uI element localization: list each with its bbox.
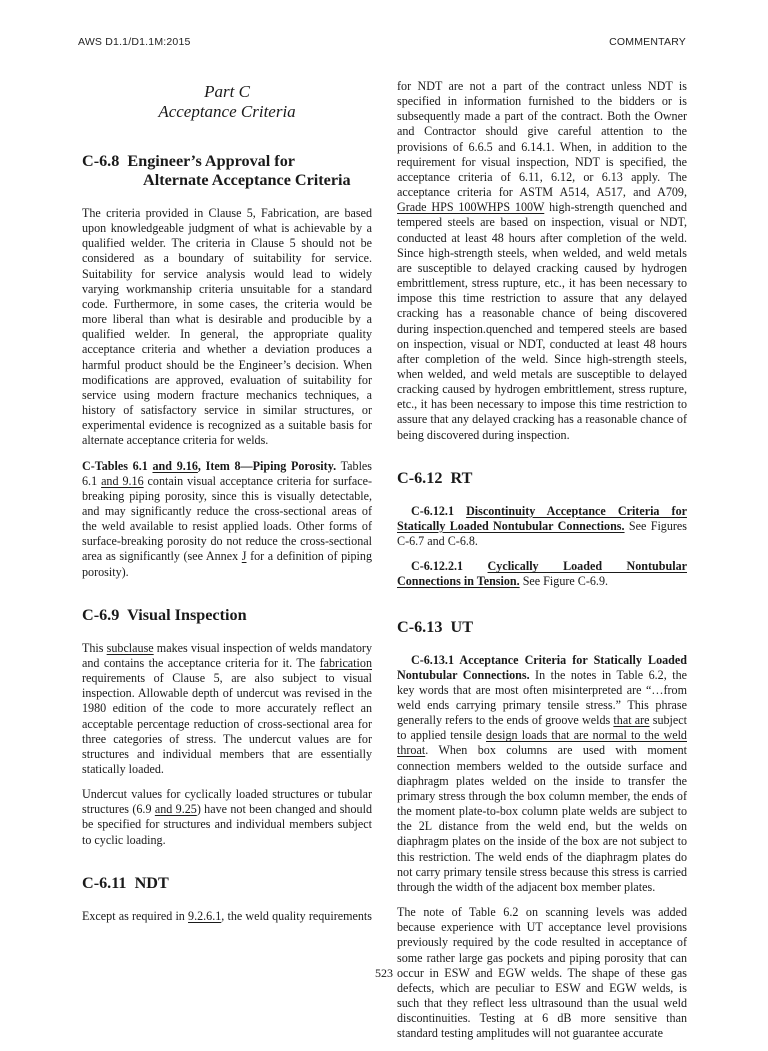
- paragraph: The criteria provided in Clause 5, Fabrication, are based upon knowledgeable judgment of what is achievable by a qualified welder. The criteria in Clause 5 should not be considered as a boundary of suitability for service. Suitability for service analysis would lead to widely varying workmanship criteria unsuitable for a standard code. Furthermore, in some cases, the criteria would be more liberal than what is desirable and producible by a qualified welder. In general, the appropriate quality acceptance criteria and whether a deviation produces a harmful product should be the Engineer’s decision. When modifications are approved, evaluation of suitability for service using modern fracture mechanics techniques, a history of satisfactory service in similar structures, or experimental evidence is recognized as a suitable basis for alternate acceptance criteria for welds.: [82, 206, 372, 448]
- left-column: [82, 82, 372, 934]
- paragraph: C-6.12.2.1 Cyclically Loaded Nontubular Connections in Tension. See Figure C-6.9.: [397, 559, 687, 589]
- paragraph: C-6.12.1 Discontinuity Acceptance Criteria for Statically Loaded Nontubular Connections. See Figures C-6.7 and C-6.8.: [397, 503, 687, 549]
- paragraph-continued: for NDT are not a part of the contract unless NDT is specified in information furnished to the bidders or is subsequently made a part of the contract. Both the Owner and Contractor should give careful attention to the provisions of 6.6.5 and 6.14.1. When, in addition to the requirement for visual inspection, NDT is specified, the acceptance criteria of 6.11, 6.12, or 6.13 apply. The acceptance criteria for ASTM A514, A517, and A709, Grade HPS 100WHPS 100W high-strength quenched and tempered steels are based on inspection, visual or NDT, conducted at least 48 hours after completion of the weld. Since high-strength steels, when welded, and weld metals are susceptible to delayed cracking caused by hydrogen embrittlement, stress rupture, etc., it has been necessary to impose this time restriction to assure that any delayed cracking has a reasonable chance of being discovered during inspection.quenched and tempered steels are based on inspection, visual or NDT, conducted at least 48 hours after completion of the weld. Since high-strength steels, when welded, and weld metals are susceptible to delayed cracking caused by hydrogen embrittlement, stress rupture, etc., it has been necessary to impose this time restriction to assure that any delayed cracking has a reasonable chance of being discovered during inspection.: [397, 79, 687, 442]
- section-heading-c-6-11: C-6.11 NDT: [82, 873, 169, 892]
- paragraph: Undercut values for cyclically loaded structures or tubular structures (6.9 and 9.25) have not been changed and should be specified for structures and individual members subject to cyclic loading.: [82, 787, 372, 847]
- part-heading: [82, 82, 372, 122]
- right-column: [397, 79, 687, 1051]
- section-heading-c-6-8: C-6.8 Engineer’s Approval for Alternate Acceptance Criteria: [82, 152, 351, 189]
- paragraph: This subclause makes visual inspection of welds mandatory and contains the acceptance criteria for it. The fabrication requirements of Clause 5, are also subject to visual inspection. Allowable depth of undercut was revised in the 1980 edition of the code to more accurately reflect an acceptable percentage reduction of cross-sectional area for three categories of stress. The undercut values are for structures and individual members that are essentially statically loaded.: [82, 640, 372, 776]
- section-heading-c-6-9: C-6.9 Visual Inspection: [82, 605, 247, 624]
- paragraph: C-Tables 6.1 and 9.16, Item 8—Piping Porosity. Tables 6.1 and 9.16 contain visual acceptance criteria for surface-breaking piping porosity, since this is visually detectable, and may significantly reduce the cross-sectional areas of the weld available to resist applied loads. Other forms of surface-breaking porosity do not reduce the cross-sectional area as significantly (see Annex J for a definition of piping porosity).: [82, 458, 373, 579]
- section-heading-c-6-12: C-6.12 RT: [397, 468, 473, 487]
- page-number: 523: [375, 966, 393, 980]
- part-label: Part C: [204, 82, 250, 101]
- section-heading-c-6-13: C-6.13 UT: [397, 617, 473, 636]
- part-title: Acceptance Criteria: [158, 102, 296, 121]
- run-in-heading: C-Tables 6.1 and 9.16, Item 8—Piping Porosity.: [82, 458, 337, 473]
- paragraph: The note of Table 6.2 on scanning levels was added because experience with UT acceptance level provisions previously required by the code resulted in acceptance of some rather large gas pockets and piping porosity that can occur in ESW and EGW welds. The shape of these gas defects, which are peculiar to ESW and EGW welds, is such that they reflect less ultrasound than the usual weld discontinuities. Testing at 6 dB more sensitive than standard testing amplitudes will not guarantee accurate: [397, 905, 687, 1041]
- paragraph: C-6.13.1 Acceptance Criteria for Statically Loaded Nontubular Connections. In the notes in Table 6.2, the key words that are most often misinterpreted are “…from weld ends carrying primary tensile stress.” This phrase generally refers to the ends of groove welds that are subject to applied tensile design loads that are normal to the weld throat. When box columns are used with moment connection members welded to the outside surface and diaphragm plates welded on the inside to transfer the primary stress through the box column member, the ends of the moment plate-to-box column plate welds are subject to the 2L distance from the weld end, but the welds on diaphragm plates on the inside of the box are not subject to this restriction. The weld ends of the diaphragm plates do not carry primary tensile stress because this stress is carried through the width of the adjacent box member plates.: [397, 652, 687, 894]
- paragraph-continues: Except as required in 9.2.6.1, the weld quality requirements: [82, 908, 372, 923]
- running-header-right: COMMENTARY: [609, 36, 686, 48]
- running-header-left: AWS D1.1/D1.1M:2015: [78, 36, 191, 48]
